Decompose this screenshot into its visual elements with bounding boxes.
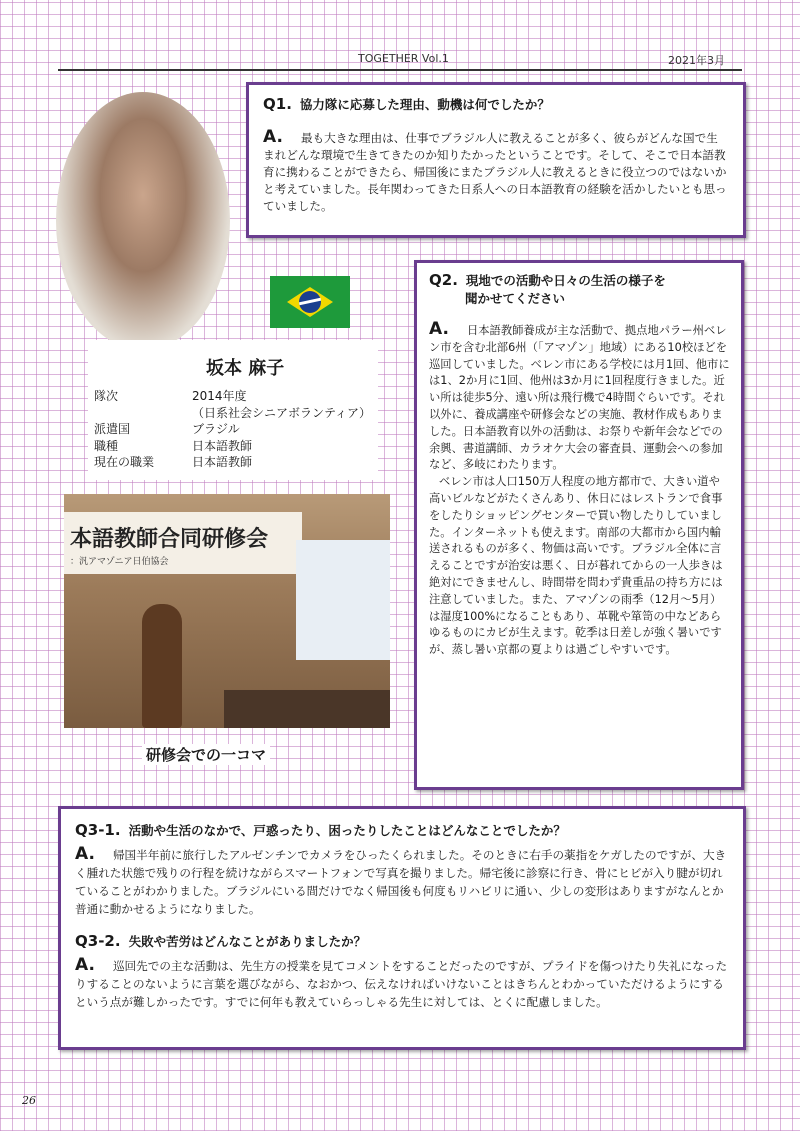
q1-answer-text: 最も大きな理由は、仕事でブラジル人に教えることが多く、彼らがどんな国で生まれどんな環境で生きてきたのか知りたかったということです。そして、そこで日本語教育に携わることができたら、帰国後にまたブラジル人に教えるときに役立つのではないかと考えていました。長年関わってきた日系人への日本語教育の経験を活かしたいとも思っていました。 — [263, 131, 727, 213]
q2-answer — [429, 321, 731, 659]
q1-answer — [263, 129, 729, 215]
profile-name: 坂本 麻子 — [206, 358, 285, 379]
q2-question-line1: 現地での活動や日々の生活の様子を — [465, 273, 666, 288]
profile-value: 日本語教師 — [192, 438, 253, 453]
profile-table — [94, 388, 371, 471]
profile-value: ブラジル — [192, 422, 240, 436]
profile-row — [94, 438, 371, 455]
profile-key: 職種 — [94, 438, 119, 453]
q3-2-question-text: 失敗や苦労はどんなことがありましたか？ — [128, 934, 367, 949]
projector-screen — [296, 540, 390, 660]
photo-banner-text: 本語教師合同研修会 — [70, 527, 269, 552]
q3-2-number: Q3-2. — [75, 932, 121, 950]
q3-2-answer-label: A. — [75, 955, 95, 975]
header-date: 2021年3月 — [668, 54, 725, 67]
q2-answer-text-2: ベレン市は人口150万人程度の地方都市で、大きい道や高いビルなどがたくさんあり、休日にはレストランで食事をしたりショッピングセンターで買い物したりしていました。インターネットも使えます。南部の大都市から国内輸送されるものが多く、物価は高いです。ブラジル全体に言えることですが治安は悪く、日が暮れてからの一人歩きは絶対にできませんし、時間帯を問わず貴重品の持ち方には注意していました。また、アマゾンの雨季（12月～5月）は湿度100%になることもあり、革靴や箪笥の中などあらゆるものにカビが生えます。乾季は日差しが強く暑いですが、蒸し暑い京都の夏よりは過ごしやすいです。 — [429, 475, 723, 657]
q3-2-answer-text: 巡回先での主な活動は、先生方の授業を見てコメントをすることだったのですが、プライドを傷つけたり失礼になったりすることのないように言葉を選びながら、なおかつ、伝えなければいけないことはきちんとわかっていただけるようにするという点が難しかったです。すでに何年も教えていらっしゃる先生に対しては、とくに配慮しました。 — [75, 959, 728, 1009]
q1-question-text: 協力隊に応募した理由、動機は何でしたか？ — [299, 97, 550, 112]
q1-box — [246, 82, 746, 238]
q3-1-question — [75, 821, 729, 839]
portrait-photo — [56, 92, 230, 350]
profile-key: 現在の職業 — [94, 455, 155, 469]
profile-row — [94, 405, 371, 422]
page-number: 26 — [22, 1094, 36, 1107]
q2-question — [429, 271, 731, 307]
q2-number: Q2. — [429, 271, 458, 289]
profile-value: （日系社会シニアボランティア） — [192, 405, 372, 420]
q3-1-question-text: 活動や生活のなかで、戸惑ったり、困ったりしたことはどんなことでしたか？ — [128, 823, 566, 838]
q3-box — [58, 806, 746, 1050]
q2-box — [414, 260, 744, 790]
profile-row — [94, 421, 371, 438]
header-rule — [58, 69, 742, 71]
profile-row — [94, 454, 371, 471]
desk — [224, 690, 390, 728]
q3-2-answer — [75, 956, 729, 1011]
q1-answer-label: A. — [263, 127, 283, 147]
q2-answer-text-1: 日本語教師養成が主な活動で、拠点地パラー州ベレン市を含む北部6州（「アマゾン」地域）にある10校ほどを巡回していました。ベレン市にある学校には月1回、他市には1、2か月に1回、他州は3か月に1回程度行きました。近い所は徒歩5分、遠い所は飛行機で4時間ぐらいです。それ以外に、養成講座や研修会などの実施、教材作成もありました。日本語教育以外の活動は、お祭りや新年会などでの余興、書道講師、カラオケ大会の審査員、運動会への参加など、多岐にわたります。 — [429, 324, 730, 472]
speaker-figure — [142, 604, 182, 728]
profile-row — [94, 388, 371, 405]
profile-key: 派遣国 — [94, 422, 131, 436]
seminar-photo — [64, 494, 390, 728]
q3-1-answer-label: A. — [75, 844, 95, 864]
photo-caption: 研修会での一コマ — [142, 744, 270, 765]
q2-question-line2: 聞かせてください — [465, 291, 566, 306]
photo-banner-subtext: ：汎アマゾニア日伯協会 — [70, 557, 169, 567]
q1-number: Q1. — [263, 95, 292, 113]
header-title: TOGETHER Vol.1 — [358, 52, 449, 65]
profile-key: 隊次 — [94, 389, 119, 403]
q3-1-answer-text: 帰国半年前に旅行したアルゼンチンでカメラをひったくられました。そのときに右手の薬指をケガしたのですが、大きく腫れた状態で残りの行程を続けながらスマートフォンで写真を撮りました。帰宅後に診察に行き、骨にヒビが入り腱が切れていることがわかりました。ブラジルにいる間だけでなく帰国後も何度もリハビリに通い、少しの変形はありますがなんとか普通に動かせるようになりました。 — [75, 848, 727, 916]
profile-key — [94, 405, 192, 422]
q3-1-number: Q3-1. — [75, 821, 121, 839]
photo-banner — [64, 512, 302, 574]
brazil-flag-icon — [270, 276, 350, 328]
q3-2-question — [75, 932, 729, 950]
q3-1-answer — [75, 845, 729, 918]
profile-value: 日本語教師 — [192, 455, 253, 469]
q1-question — [263, 95, 729, 113]
q2-answer-label: A. — [429, 319, 449, 339]
profile-value: 2014年度 — [192, 389, 247, 403]
profile-card — [88, 340, 378, 480]
